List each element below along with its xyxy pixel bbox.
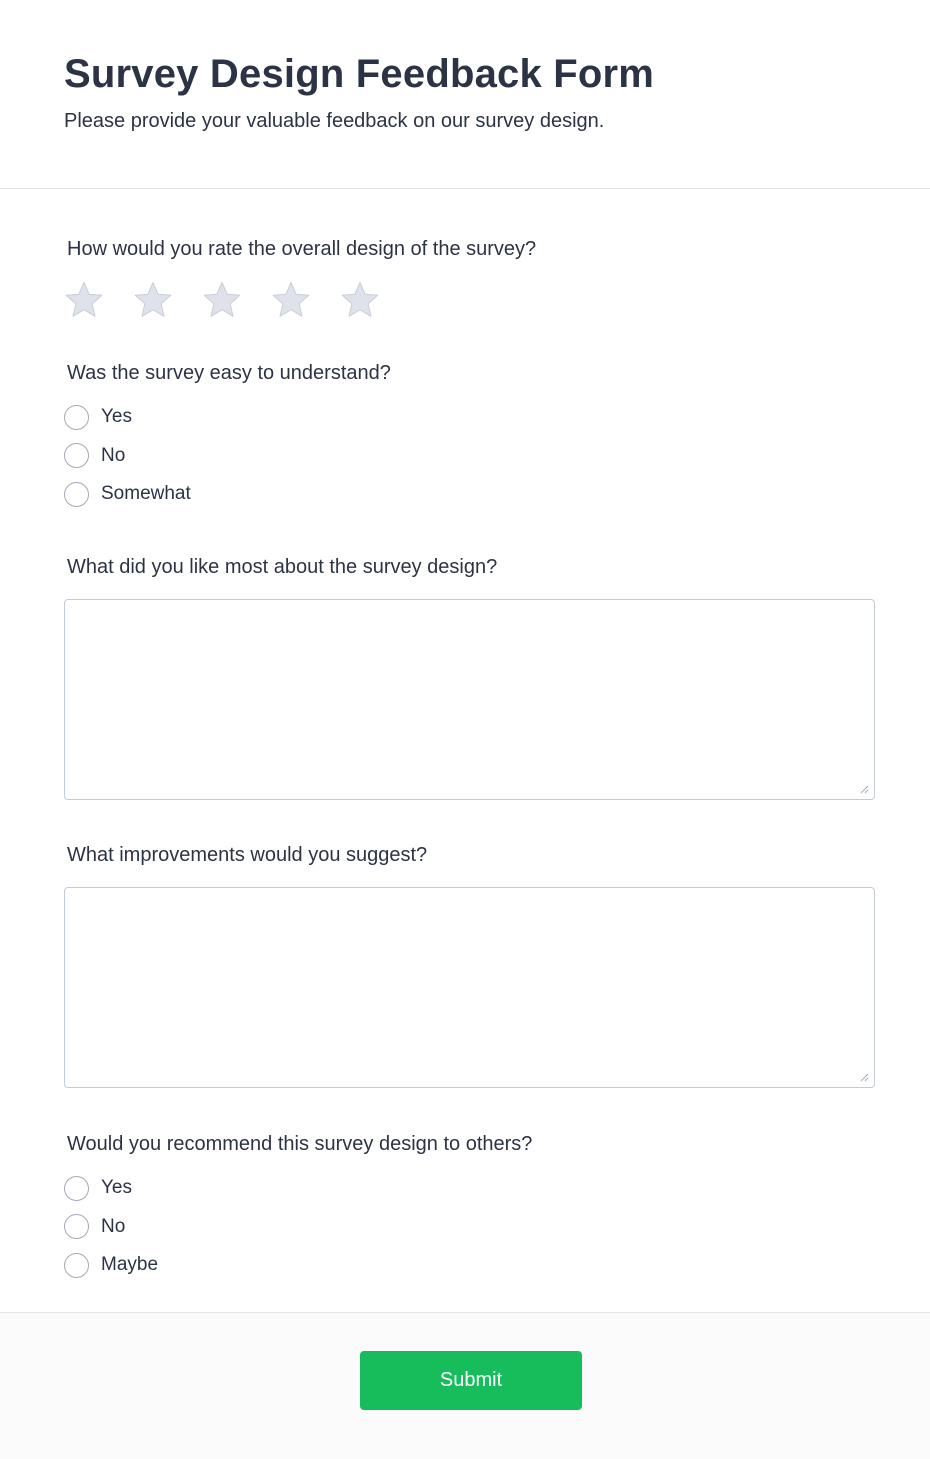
improvements-question-label: What improvements would you suggest? — [67, 844, 428, 866]
star-icon[interactable] — [271, 280, 311, 320]
radio-button[interactable] — [64, 1253, 89, 1278]
star-rating — [64, 280, 409, 320]
page-subtitle: Please provide your valuable feedback on our survey design. — [64, 110, 605, 132]
radio-option-label: Yes — [101, 406, 132, 428]
page-title: Survey Design Feedback Form — [64, 52, 655, 96]
rating-question-label: How would you rate the overall design of the survey? — [67, 238, 537, 260]
radio-button[interactable] — [64, 405, 89, 430]
star-icon[interactable] — [64, 280, 104, 320]
recommend-radio-group — [64, 1169, 158, 1285]
radio-option-label: No — [101, 1215, 126, 1237]
radio-option-yes[interactable] — [64, 1169, 158, 1208]
radio-button[interactable] — [64, 482, 89, 507]
radio-option-label: Yes — [101, 1177, 132, 1199]
radio-button[interactable] — [64, 1214, 89, 1239]
understand-question-label: Was the survey easy to understand? — [67, 362, 391, 384]
improvements-textarea[interactable] — [64, 887, 875, 1088]
form-footer — [0, 1312, 930, 1459]
radio-option-no[interactable] — [64, 1208, 158, 1247]
radio-option-maybe[interactable] — [64, 1246, 158, 1285]
radio-option-no[interactable] — [64, 437, 191, 476]
resize-handle-icon[interactable] — [859, 1072, 869, 1082]
submit-button[interactable]: Submit — [360, 1351, 582, 1410]
understand-radio-group — [64, 398, 191, 514]
radio-option-yes[interactable] — [64, 398, 191, 437]
star-icon[interactable] — [202, 280, 242, 320]
radio-button[interactable] — [64, 1176, 89, 1201]
radio-button[interactable] — [64, 443, 89, 468]
radio-option-label: No — [101, 444, 126, 466]
star-icon[interactable] — [133, 280, 173, 320]
liked-question-label: What did you like most about the survey design? — [67, 556, 498, 578]
star-icon[interactable] — [340, 280, 380, 320]
form-header — [0, 0, 930, 189]
radio-option-label: Somewhat — [101, 483, 191, 505]
liked-textarea[interactable] — [64, 599, 875, 800]
radio-option-somewhat[interactable] — [64, 475, 191, 514]
resize-handle-icon[interactable] — [859, 784, 869, 794]
recommend-question-label: Would you recommend this survey design to others? — [67, 1133, 533, 1155]
radio-option-label: Maybe — [101, 1254, 159, 1276]
